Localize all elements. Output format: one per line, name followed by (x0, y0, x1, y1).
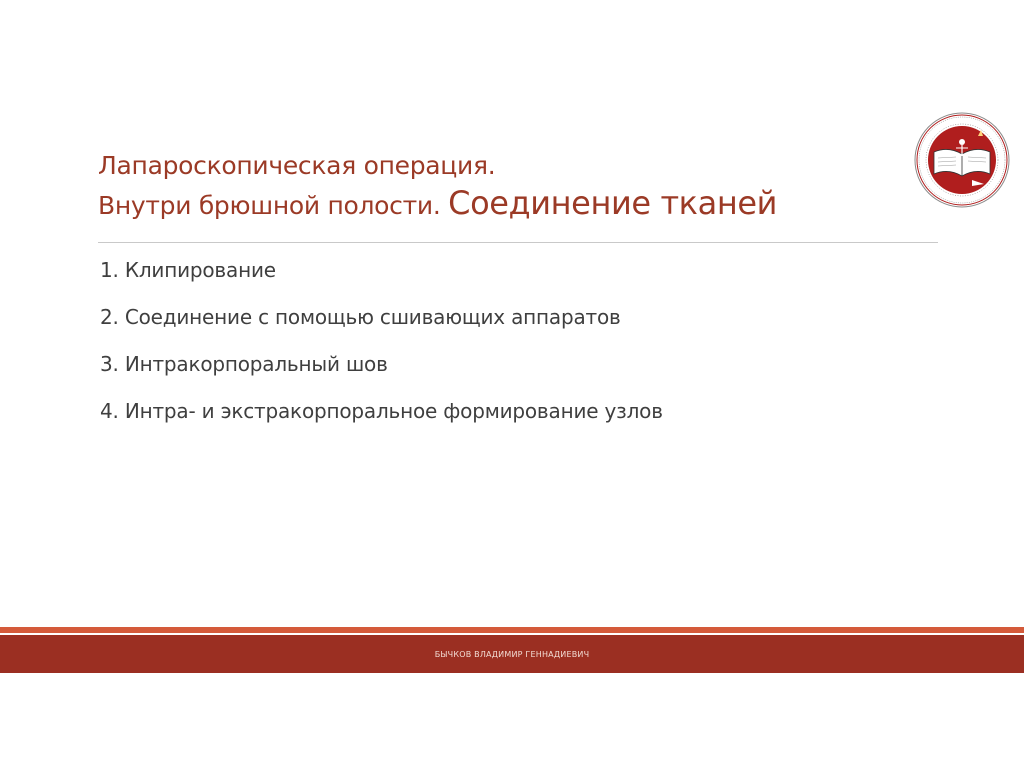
university-seal-icon (912, 110, 1012, 210)
title-line-2 (98, 183, 898, 225)
bullet-list (100, 255, 663, 443)
title-line-1: Лапароскопическая операция. (98, 151, 496, 180)
list-item: 4. Интра- и экстракорпоральное формирование узлов (100, 399, 663, 423)
list-item: 3. Интракорпоральный шов (100, 352, 388, 376)
footer-accent-bar (0, 627, 1024, 633)
title-divider (98, 242, 938, 243)
list-item: 2. Соединение с помощью сшивающих аппаратов (100, 305, 621, 329)
footer-author: БЫЧКОВ ВЛАДИМИР ГЕННАДИЕВИЧ (434, 649, 590, 659)
title-line-2-emphasis: Соединение тканей (448, 183, 778, 222)
slide-title (98, 150, 898, 224)
list-item: 1. Клипирование (100, 258, 276, 282)
footer-bar (0, 635, 1024, 673)
title-line-2-prefix: Внутри брюшной полости. (98, 190, 449, 220)
